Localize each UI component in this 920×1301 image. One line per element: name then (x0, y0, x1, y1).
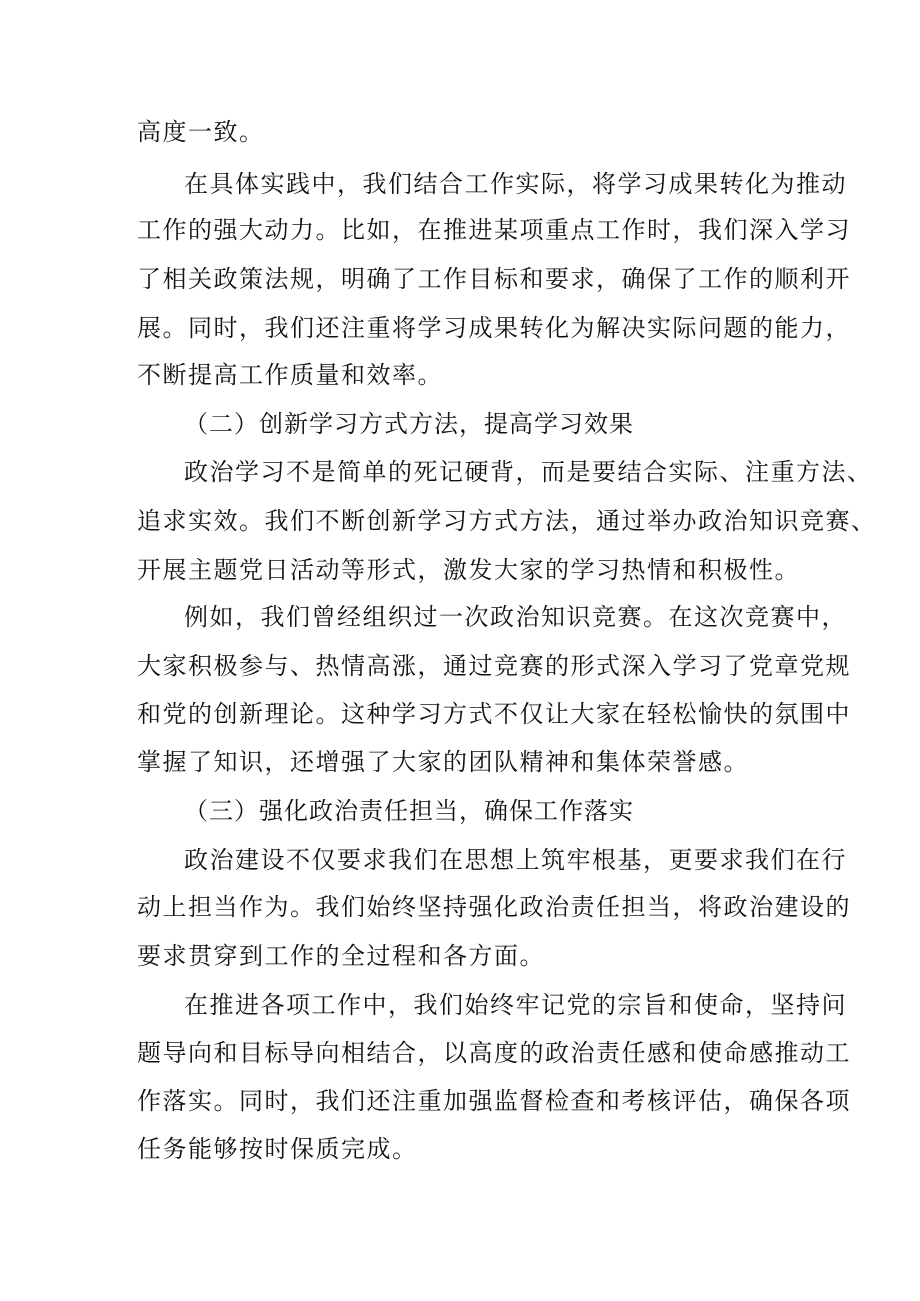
text-line: 题导向和目标导向相结合，以高度的政治责任感和使命感推动工 (137, 1039, 851, 1067)
paragraph-first-line: 例如，我们曾经组织过一次政治知识竞赛。在这次竞赛中， (184, 603, 847, 631)
text-line: 工作的强大动力。比如，在推进某项重点工作时，我们深入学习 (137, 216, 851, 244)
text-line: 大家积极参与、热情高涨，通过竞赛的形式深入学习了党章党规 (137, 652, 851, 680)
text-line: 动上担当作为。我们始终坚持强化政治责任担当，将政治建设的 (137, 893, 851, 921)
text-line: 开展主题党日活动等形式，激发大家的学习热情和积极性。 (137, 556, 800, 584)
paragraph-first-line: 在具体实践中，我们结合工作实际，将学习成果转化为推动 (184, 170, 847, 198)
text-line: 任务能够按时保质完成。 (137, 1135, 418, 1163)
section-heading-2: （二）创新学习方式方法，提高学习效果 (184, 410, 634, 438)
text-line: 作落实。同时，我们还注重加强监督检查和考核评估，确保各项 (137, 1087, 851, 1115)
text-line: 和党的创新理论。这种学习方式不仅让大家在轻松愉快的氛围中 (137, 700, 851, 728)
text-line: 要求贯穿到工作的全过程和各方面。 (137, 942, 545, 970)
text-line: 不断提高工作质量和效率。 (137, 361, 443, 389)
paragraph-first-line: 政治建设不仅要求我们在思想上筑牢根基，更要求我们在行 (184, 846, 847, 874)
text-line: 展。同时，我们还注重将学习成果转化为解决实际问题的能力， (137, 314, 851, 342)
section-heading-3: （三）强化政治责任担当，确保工作落实 (184, 797, 634, 825)
text-line: 追求实效。我们不断创新学习方式方法，通过举办政治知识竞赛、 (137, 507, 877, 535)
paragraph-first-line: 政治学习不是简单的死记硬背，而是要结合实际、注重方法、 (184, 458, 873, 486)
paragraph-first-line: 在推进各项工作中，我们始终牢记党的宗旨和使命，坚持问 (184, 991, 847, 1019)
text-line: 掌握了知识，还增强了大家的团队精神和集体荣誉感。 (137, 748, 749, 776)
text-line: 高度一致。 (137, 118, 265, 146)
text-line: 了相关政策法规，明确了工作目标和要求，确保了工作的顺利开 (137, 265, 851, 293)
